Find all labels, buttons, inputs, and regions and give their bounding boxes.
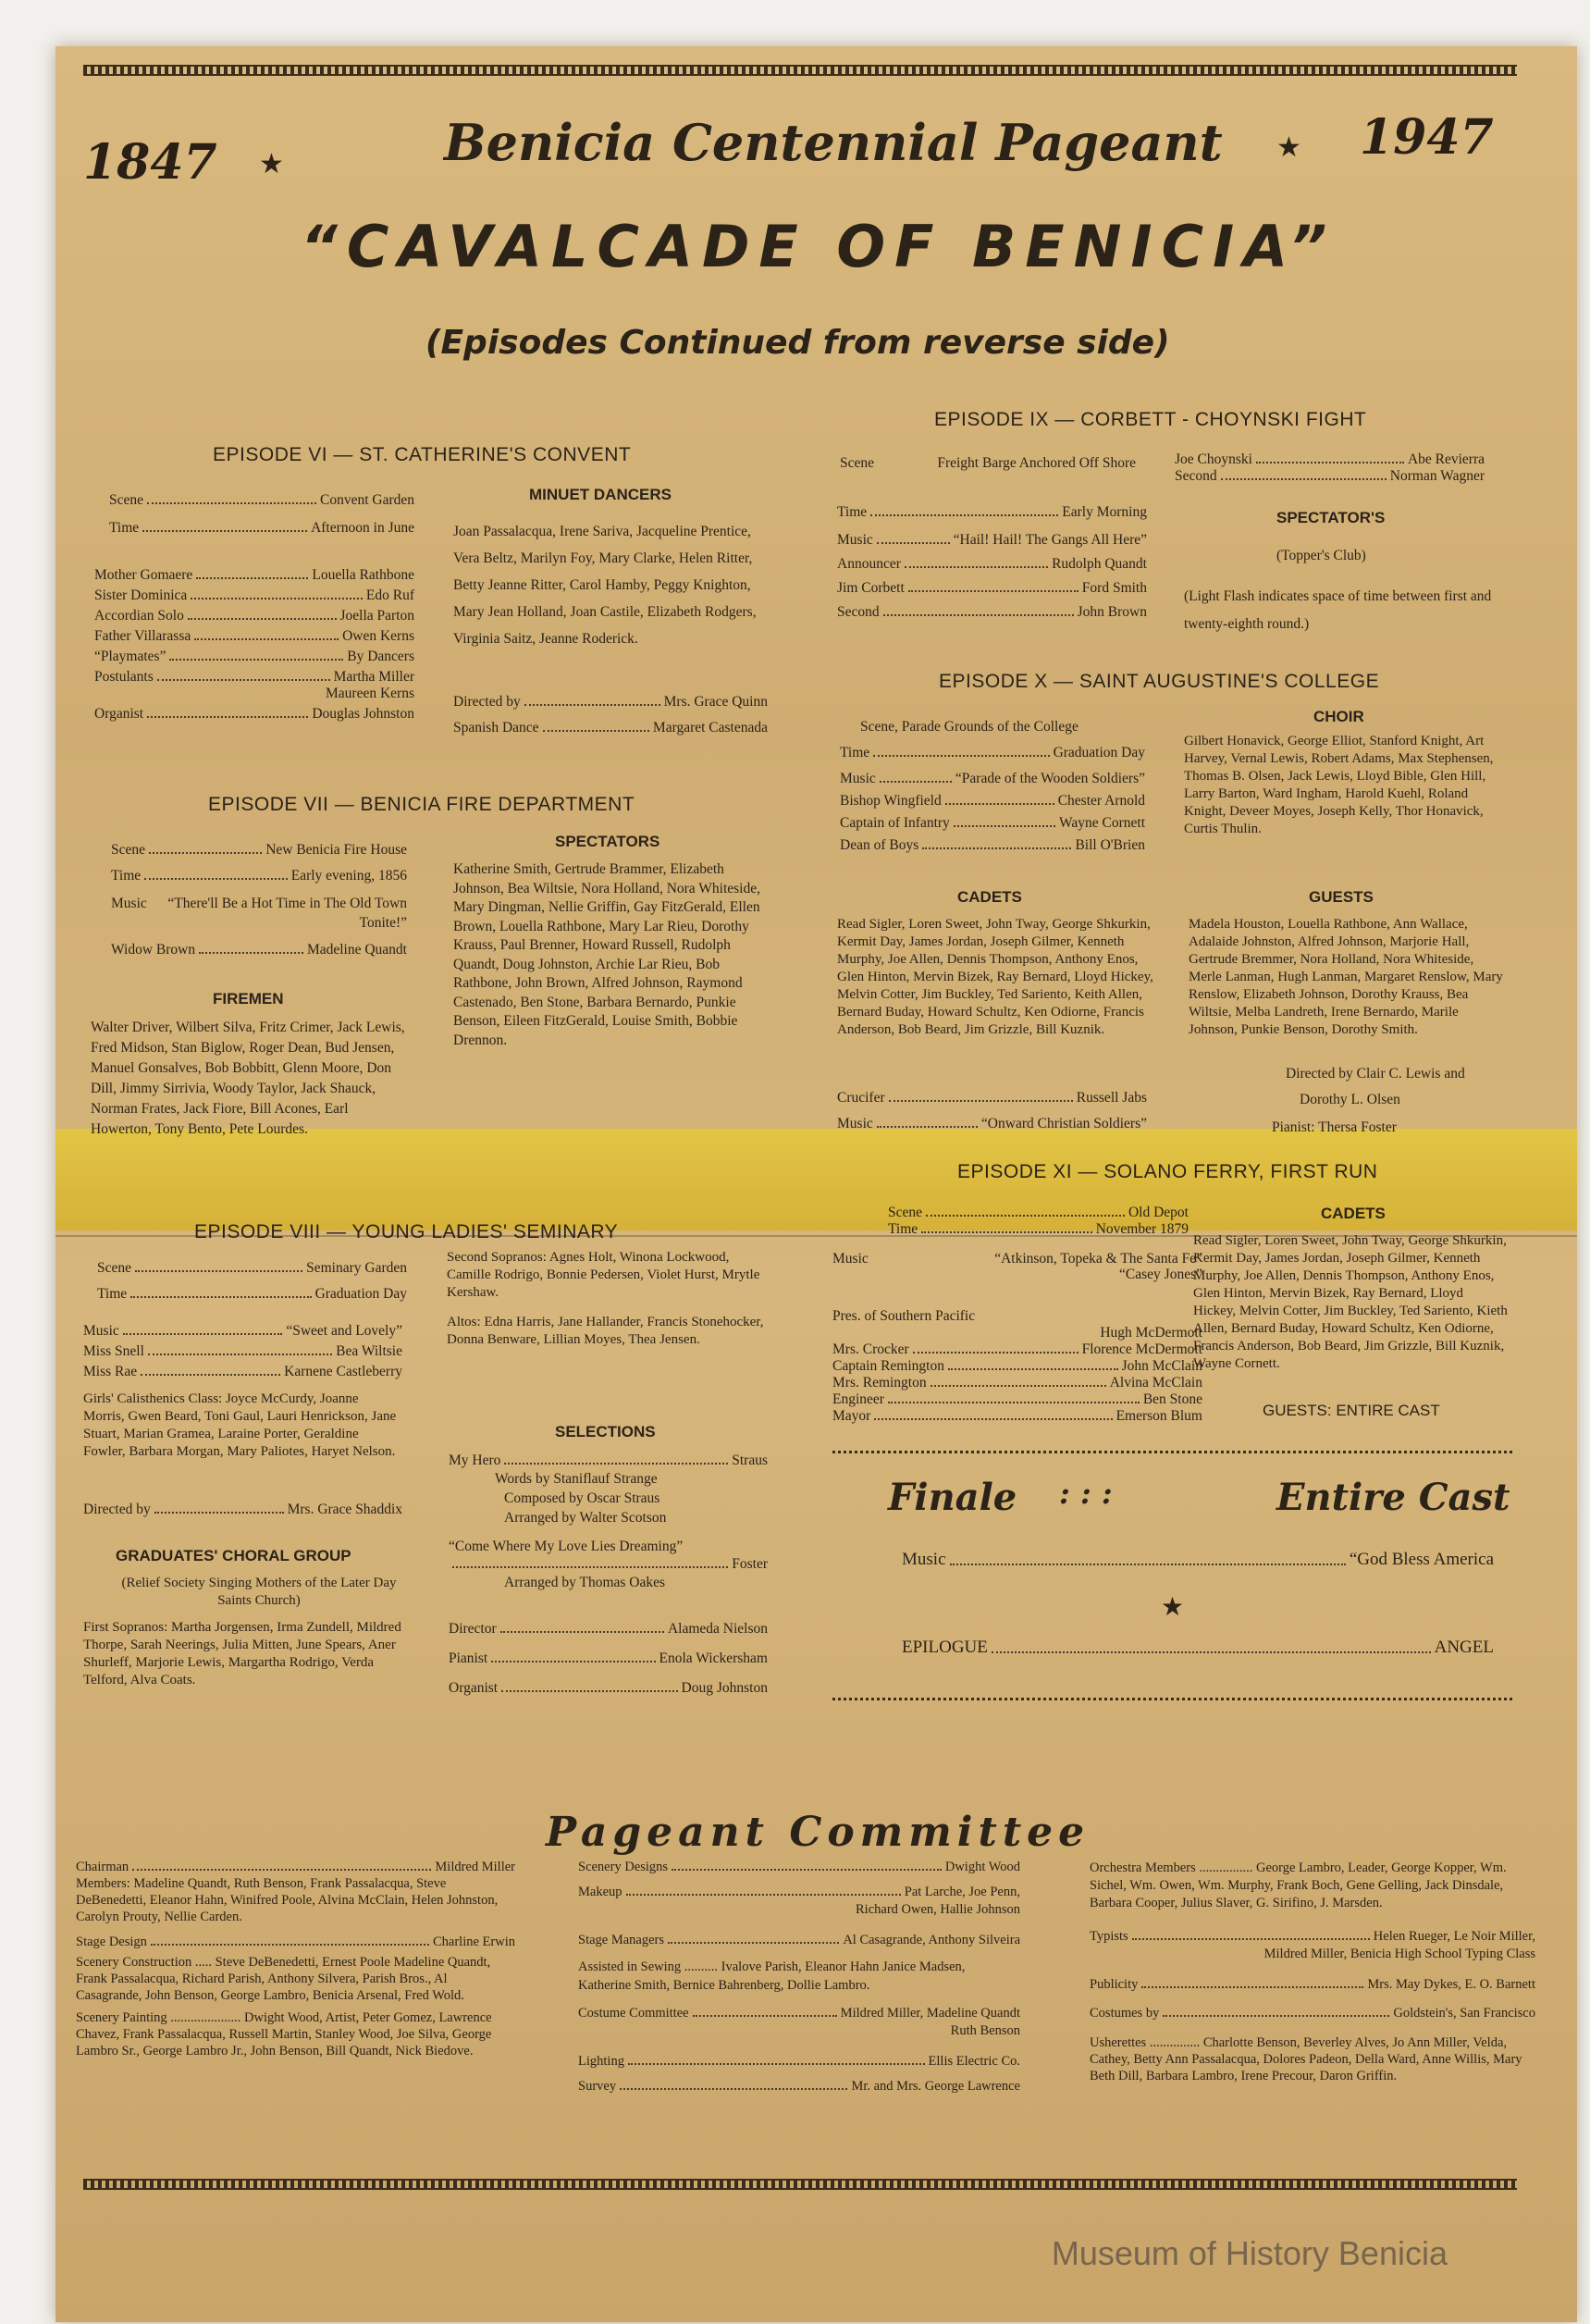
- episode-10-cast: [840, 745, 1145, 854]
- episode-6-cast: [94, 567, 414, 723]
- episode-9-cast-right: [1175, 451, 1485, 485]
- credit-row: Pianist Enola Wickersham: [449, 1650, 768, 1666]
- episode-6-setting: [109, 492, 414, 537]
- credit-row: Stage Design Charline Erwin: [76, 1935, 515, 1949]
- cast-row: Announcer Rudolph Quandt: [837, 556, 1147, 572]
- episode-7-title: EPISODE VII — BENICIA FIRE DEPARTMENT: [208, 794, 635, 815]
- first-sopranos: First Sopranos: Martha Jorgensen, Irma Zundell, Mildred Thorpe, Sarah Neerings, Julia Mitten, June Spears, Aner Shurleff, Marjorie Lewis, Margartha Rodrigo, Verda Telford, Alva Coats.: [83, 1620, 401, 1687]
- cast-row: Maureen Kerns: [326, 686, 414, 701]
- scenery-painting: Scenery Painting ..................... Dwight Wood, Artist, Peter Gomez, Lawrence Chavez, Frank Passalacqua, Russell Martin, Stanley Wood, Joe Silva, George Lambro Sr., George Lambro Jr., John Benson, Bill Quandt, Nick Biedove.: [76, 2010, 492, 2058]
- spectators-heading: SPECTATORS: [555, 833, 660, 850]
- epilogue: [902, 1638, 1494, 1658]
- selection-credit: Composed by Oscar Straus: [504, 1490, 660, 1506]
- episode-11-title: EPISODE XI — SOLANO FERRY, FIRST RUN: [957, 1161, 1378, 1182]
- cast-row: Time Early Morning: [837, 504, 1147, 520]
- finale-entire-cast: Entire Cast: [1276, 1476, 1510, 1519]
- committee-col-2: [578, 1860, 1020, 2095]
- spectators-club: (Topper's Club): [1276, 548, 1366, 563]
- credit-row: Scene Seminary Garden: [97, 1260, 407, 1276]
- credit-row: Lighting Ellis Electric Co.: [578, 2054, 1020, 2069]
- credit-row: Scene Convent Garden: [109, 492, 414, 508]
- selections-list: [449, 1452, 768, 1592]
- credit-row: Survey Mr. and Mrs. George Lawrence: [578, 2079, 1020, 2094]
- credit-row: Scene New Benicia Fire House: [111, 842, 407, 858]
- calisthenics-class: Girls' Calisthenics Class: Joyce McCurdy, Joanne Morris, Gwen Beard, Toni Gaul, Lauri Henrickson, Jane Stuart, Marian Gramea, Laraine Porter, Geraldine Fowler, Barbara Morgan, Mary Paliotes, Haryet Nelson.: [83, 1391, 397, 1459]
- cast-row: Music “Parade of the Wooden Soldiers”: [840, 771, 1145, 786]
- credit-row: Chairman Mildred Miller: [76, 1860, 515, 1874]
- episode-9-scene: Scene Freight Barge Anchored Off Shore: [840, 455, 1136, 471]
- committee-title: Pageant Committee: [546, 1809, 1091, 1856]
- divider: [832, 1698, 1512, 1700]
- credit-row: Costumes by Goldstein's, San Francisco: [1090, 2006, 1535, 2021]
- scenery-construction: Scenery Construction ..... Steve DeBenedetti, Ernest Poole Madeline Quandt, Frank Passalacqua, Richard Parish, Anthony Silvera, Parish Bros., Al Casagrande, John Benson, George Lambro, Benicia Arsenal, Fred Wold.: [76, 1955, 491, 2003]
- usherettes: Usherettes ............... Charlotte Benson, Beverley Alves, Jo Ann Miller, Velda, Cathey, Betty Ann Passalacqua, Dolores Padeon, Della Ward, Anne Willis, Mary Beth Dill, Barbara Lambro, Irene Precour, Daron Griffin.: [1090, 2035, 1522, 2083]
- credit-row: Foster: [449, 1556, 768, 1573]
- credit-row: Directed by Mrs. Grace Quinn: [453, 694, 768, 710]
- episode-9-title: EPISODE IX — CORBETT - CHOYNSKI FIGHT: [934, 409, 1367, 430]
- costume-continued: Ruth Benson: [950, 2023, 1020, 2038]
- cast-row: Dean of Boys Bill O'Brien: [840, 837, 1145, 853]
- episode-11-pres-value: Hugh McDermott: [1100, 1325, 1202, 1341]
- pianist: Pianist: Thersa Foster: [1272, 1119, 1397, 1135]
- episode-11-cast: [832, 1341, 1202, 1425]
- finale-colons: : : :: [1059, 1476, 1113, 1511]
- credit-row: Music “God Bless America: [902, 1550, 1494, 1569]
- firemen-list: Walter Driver, Wilbert Silva, Fritz Crimer, Jack Lewis, Fred Midson, Stan Biglow, Roger Dean, Bud Jensen, Manuel Gonsalves, Bob Bobbitt, Glenn Moore, Don Dill, Jimmy Sirrivia, Woody Taylor, Jack Shauck, Norman Frates, Jack Fiore, Bill Acones, Earl Howerton, Tony Bento, Pete Lourdes.: [91, 1020, 405, 1137]
- credit-row: Directed by Mrs. Grace Shaddix: [83, 1502, 402, 1517]
- typists-continued: Mildred Miller, Benicia High School Typing Class: [1263, 1947, 1535, 1961]
- credit-row: Time November 1879: [888, 1221, 1189, 1237]
- cast-row: Miss Snell Bea Wiltsie: [83, 1343, 402, 1359]
- selection-credit: Arranged by Walter Scotson: [504, 1510, 667, 1526]
- cast-row: Second Norman Wagner: [1175, 468, 1485, 484]
- committee-members: Members: Madeline Quandt, Ruth Benson, Frank Passalacqua, Steve DeBenedetti, Eleanor Hahn, Winifred Poole, Alvina McClain, Helen Johnston, Carolyn Prouty, Nellie Carden.: [76, 1876, 499, 1924]
- cast-row: Music “Sweet and Lovely”: [83, 1323, 402, 1339]
- selection-title: “Come Where My Love Lies Dreaming”: [449, 1539, 684, 1554]
- finale-music: [902, 1550, 1494, 1570]
- second-sopranos: Second Sopranos: Agnes Holt, Winona Lockwood, Camille Rodrigo, Bonnie Pedersen, Violet Hurst, Mrytle Kershaw.: [447, 1250, 760, 1300]
- episode-11-pres-label: Pres. of Southern Pacific: [832, 1308, 976, 1324]
- cadets-list: Read Sigler, Loren Sweet, John Tway, George Shkurkin, Kermit Day, James Jordan, Joseph Gilmer, Kenneth Murphy, Joe Allen, Dennis Thompson, Anthony Enos, Glen Hinton, Mervin Bizek, Ray Bernard, Lloyd Hickey, Melvin Cotter, Jim Buckley, Ted Sariento, Kieth Allen, Bernard Buday, Howard Schultz, Ken Odiorne, Francis Anderson, Bob Beard, Jim Grizzle, Bill Kuznik, Wayne Cornett.: [1193, 1233, 1508, 1371]
- episode-8-direction: [83, 1502, 402, 1518]
- cast-row: Father Villarassa Owen Kerns: [94, 628, 414, 644]
- spectators-heading: SPECTATOR'S: [1276, 509, 1386, 526]
- committee-col-3: [1090, 1860, 1535, 2084]
- credit-row: Director Alameda Nielson: [449, 1621, 768, 1637]
- credit-row: Makeup Pat Larche, Joe Penn,: [578, 1885, 1020, 1899]
- cast-row: Mrs. Remington Alvina McClain: [832, 1375, 1202, 1391]
- credit-row: Costume Committee Mildred Miller, Madeline Quandt: [578, 2006, 1020, 2021]
- credit-row: Scene Old Depot: [888, 1205, 1189, 1220]
- credit-row: Spanish Dance Margaret Castenada: [453, 720, 768, 736]
- cadets-list: Read Sigler, Loren Sweet, John Tway, George Shkurkin, Kermit Day, James Jordan, Joseph Gilmer, Kenneth Murphy, Joe Allen, Dennis Thompson, Anthony Enos, Glen Hinton, Mervin Bizek, Ray Bernard, Lloyd Hickey, Melvin Cotter, Jim Buckley, Ted Sariento, Keith Allen, Bernard Buday, Howard Schultz, Ken Odiorne, Francis Anderson, Bob Beard, Jim Grizzle, Bill Kuznik.: [837, 917, 1153, 1037]
- star-icon: ★: [1161, 1593, 1185, 1622]
- cast-row: Miss Rae Karnene Castleberry: [83, 1364, 402, 1379]
- cast-row: Mrs. Crocker Florence McDermott: [832, 1341, 1202, 1357]
- selection-credit: Arranged by Thomas Oakes: [504, 1575, 666, 1590]
- choral-group-subtitle: (Relief Society Singing Mothers of the Later Day Saints Church): [121, 1576, 397, 1608]
- assisted-sewing: Assisted in Sewing .......... Ivalove Parish, Eleanor Hahn Janice Madsen, Katherine Smith, Bernice Bahrenberg, Dollie Lambro.: [578, 1959, 966, 1993]
- episode-10-closing: [837, 1090, 1147, 1132]
- cast-row: Mayor Emerson Blum: [832, 1408, 1202, 1424]
- credit-row: EPILOGUE ANGEL: [902, 1638, 1494, 1657]
- top-border: [83, 65, 1517, 76]
- episode-7-setting: [111, 842, 407, 958]
- guests-list: Madela Houston, Louella Rathbone, Ann Wallace, Adalaide Johnston, Alfred Johnson, Marjorie Hall, Gertrude Bremmer, Nora Holland, Nora Whiteside, Merle Lanman, Hugh Lanman, Margaret Renslow, Mary Renslow, Elizabeth Johnson, Dorothy Krauss, Bea Wiltsie, Melba Landreth, Irene Bernardo, Marile Johnson, Punkie Benson, Dorothy Smith.: [1189, 917, 1503, 1037]
- cast-row: Jim Corbett Ford Smith: [837, 580, 1147, 596]
- cast-row: Bishop Wingfield Chester Arnold: [840, 793, 1145, 809]
- main-title: “CAVALCADE OF BENICIA”: [301, 213, 1337, 280]
- credit-row: Scenery Designs Dwight Wood: [578, 1860, 1020, 1874]
- divider: [832, 1451, 1512, 1453]
- credit-row: Typists Helen Rueger, Le Noir Miller,: [1090, 1929, 1535, 1944]
- episode-9-cast: [837, 504, 1147, 621]
- guests-entire-cast: GUESTS: ENTIRE CAST: [1263, 1402, 1440, 1419]
- cadets-heading: CADETS: [957, 888, 1022, 906]
- altos: Altos: Edna Harris, Jane Hallander, Francis Stonehocker, Donna Benware, Lillian Moyes, Thea Jensen.: [447, 1315, 764, 1347]
- pageant-title: Benicia Centennial Pageant: [444, 113, 1223, 172]
- cast-row: Accordian Solo Joella Parton: [94, 608, 414, 624]
- episode-8-setting: [97, 1260, 407, 1303]
- choir-heading: CHOIR: [1313, 708, 1364, 725]
- cast-row: Captain of Infantry Wayne Cornett: [840, 815, 1145, 831]
- cast-row: Engineer Ben Stone: [832, 1391, 1202, 1407]
- cast-row: Organist Douglas Johnston: [94, 706, 414, 722]
- episode-10-directed: Directed by Clair C. Lewis and: [1286, 1066, 1465, 1082]
- episode-11-setting: [888, 1205, 1189, 1238]
- credit-row: Time Early evening, 1856: [111, 868, 407, 884]
- program-sheet: [55, 46, 1577, 2322]
- orchestra-members: Orchestra Members ................ George Lambro, Leader, George Kopper, Wm. Sichel, Wm. Owen, Wm. Murphy, Frank Boch, Gene Gelling, Jack Dinsdale, Barbara Cooper, Julius Slaver, G. Sirifino, J. Marsden.: [1090, 1860, 1507, 1910]
- minuet-dancers-list: Joan Passalacqua, Irene Sariva, Jacqueline Prentice, Vera Beltz, Marilyn Foy, Mary Clarke, Helen Ritter, Betty Jeanne Ritter, Carol Hamby, Peggy Knighton, Mary Jean Holland, Joan Castile, Elizabeth Rodgers, Virginia Saitz, Jeanne Roderick.: [453, 524, 757, 647]
- credit-row: Time Afternoon in June: [109, 520, 414, 536]
- firemen-heading: FIREMEN: [213, 990, 284, 1007]
- finale-heading: Finale: [888, 1476, 1017, 1519]
- cast-row: Mother Gomaere Louella Rathbone: [94, 567, 414, 583]
- cast-row: Sister Dominica Edo Ruf: [94, 587, 414, 603]
- year-right: 1947: [1360, 109, 1494, 166]
- episode-6-title: EPISODE VI — ST. CATHERINE'S CONVENT: [213, 444, 632, 465]
- episode-8-cast: [83, 1323, 402, 1380]
- choral-credits: [449, 1621, 768, 1697]
- credit-row: Publicity Mrs. May Dykes, E. O. Barnett: [1090, 1977, 1535, 1992]
- credit-row: Widow Brown Madeline Quandt: [111, 942, 407, 958]
- star-icon: ★: [1276, 132, 1301, 163]
- cadets-heading: CADETS: [1321, 1205, 1386, 1222]
- star-icon: ★: [259, 149, 284, 179]
- credit-row: My Hero Straus: [449, 1452, 768, 1468]
- makeup-continued: Richard Owen, Hallie Johnson: [856, 1902, 1020, 1917]
- cast-row: Crucifer Russell Jabs: [837, 1090, 1147, 1106]
- spectators-list: Katherine Smith, Gertrude Brammer, Elizabeth Johnson, Bea Wiltsie, Nora Holland, Nora Whiteside, Mary Dingman, Nellie Griffin, Gay FitzGerald, Ellen Brown, Louella Rathbone, Mary Lar Rieu, Dorothy Krauss, Paul Brenner, Howard Russell, Rudolph Quandt, Doug Johnston, Archie Lar Rieu, Bob Rathbone, John Brown, Alfred Johnson, Raymond Castenado, Ben Stone, Barbara Bernardo, Punkie Benson, Eileen FitzGerald, Louise Smith, Bobbie Drennon.: [453, 861, 760, 1048]
- episode-10-scene: Scene, Parade Grounds of the College: [860, 719, 1078, 735]
- credit-row: Time Graduation Day: [97, 1286, 407, 1302]
- cast-row: Time Graduation Day: [840, 745, 1145, 760]
- episode-8-title: EPISODE VIII — YOUNG LADIES' SEMINARY: [194, 1221, 619, 1242]
- selection-credit: Words by Staniflauf Strange: [495, 1471, 658, 1487]
- cast-row: Postulants Martha Miller: [94, 669, 414, 685]
- choir-list: Gilbert Honavick, George Elliot, Stanford Knight, Art Harvey, Vernal Lewis, Robert Adams, Max Stephensen, Thomas B. Olsen, Jack Lewis, Lloyd Bible, Glen Hill, Larry Barton, Ward Ingham, Harold Kuehl, Roland Knight, Deveer Moyes, Joseph Kelly, Thor Honavick, Curtis Thulin.: [1184, 734, 1494, 836]
- bottom-border: [83, 2179, 1517, 2190]
- cast-row: Music “Onward Christian Soldiers”: [837, 1116, 1147, 1131]
- minuet-dancers-heading: MINUET DANCERS: [529, 486, 672, 503]
- cast-row: Captain Remington John McClain: [832, 1358, 1202, 1374]
- credit-row: Music “There'll Be a Hot Time in The Old Town Tonite!”: [111, 896, 407, 931]
- credit-row: Stage Managers Al Casagrande, Anthony Silveira: [578, 1933, 1020, 1947]
- guests-heading: GUESTS: [1309, 888, 1374, 906]
- cast-row: Music “Hail! Hail! The Gangs All Here”: [837, 532, 1147, 548]
- selections-heading: SELECTIONS: [555, 1423, 656, 1440]
- museum-watermark: Museum of History Benicia: [1051, 2234, 1448, 2272]
- episode-10-title: EPISODE X — SAINT AUGUSTINE'S COLLEGE: [939, 671, 1380, 692]
- cast-row: Joe Choynski Abe Revierra: [1175, 451, 1485, 467]
- committee-col-1: [76, 1860, 515, 2059]
- episode-10-directed-2: Dorothy L. Olsen: [1300, 1092, 1400, 1107]
- episode-11-music: Music “Atkinson, Topeka & The Santa Fe” “Casey Jones”: [832, 1251, 1202, 1282]
- light-flash-note: (Light Flash indicates space of time between first and twenty-eighth round.): [1184, 588, 1492, 632]
- episode-6-direction: [453, 694, 768, 736]
- cast-row: Second John Brown: [837, 604, 1147, 620]
- choral-group-heading: GRADUATES' CHORAL GROUP: [116, 1547, 351, 1564]
- subtitle: (Episodes Continued from reverse side): [425, 324, 1170, 362]
- credit-row: Organist Doug Johnston: [449, 1680, 768, 1696]
- cast-row: “Playmates” By Dancers: [94, 649, 414, 664]
- year-left: 1847: [83, 134, 217, 191]
